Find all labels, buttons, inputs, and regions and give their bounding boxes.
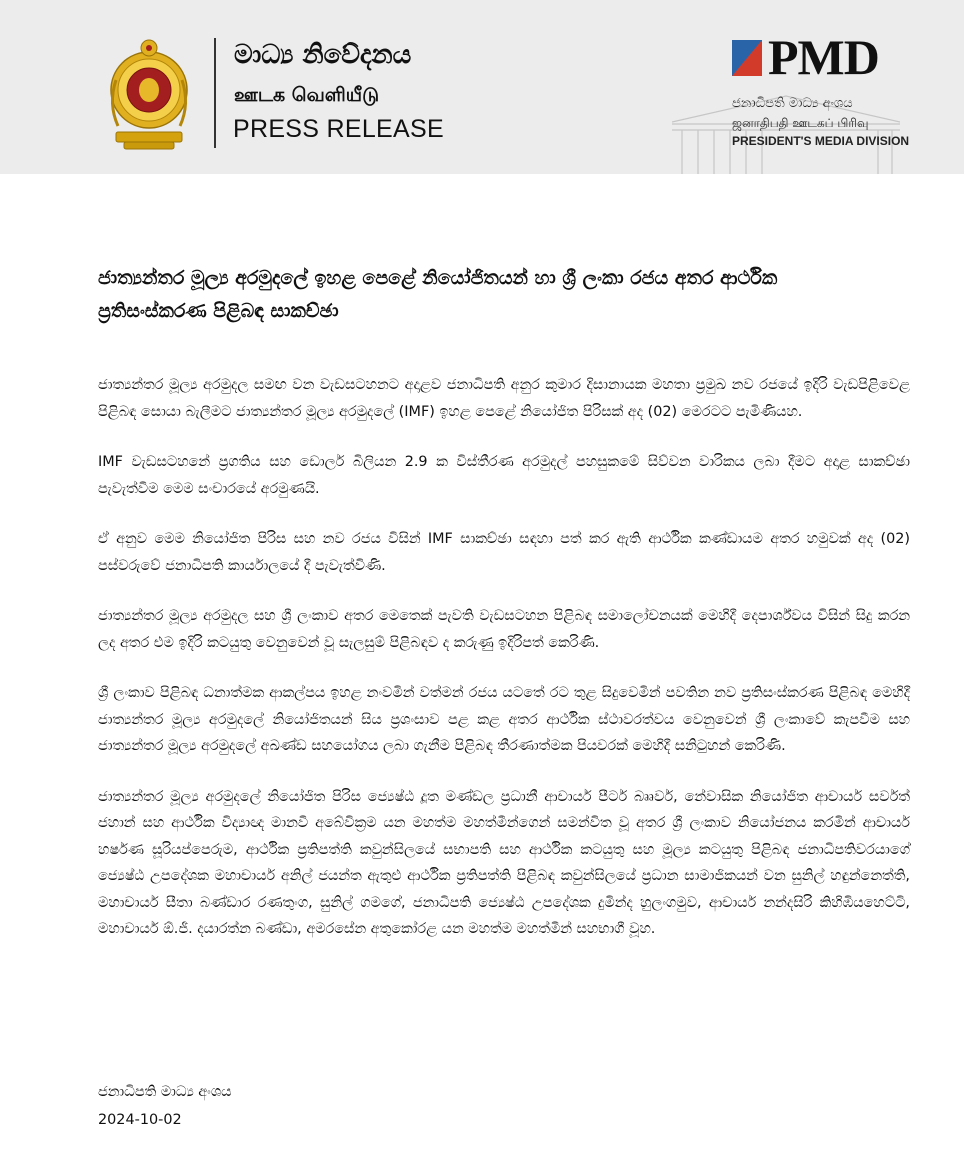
body-paragraph-1: ජාත්‍යන්තර මූල්‍ය අරමුදල සමඟ වන වැඩසටහනට අදාළව ජනාධිපති අනුර කුමාර දිසානායක මහතා ප්‍රමුඛ නව රජයේ ඉදිරි වැඩපිළිවෙළ පිළිබඳ සොයා බැලීමට ජාත්‍යන්තර මූල්‍ය අරමුදලේ (IMF) ඉහළ පෙළේ නියෝජිත පිරිසක් අද (02) මෙරටට පැමිණියහ. [98,377,910,420]
signature-block [98,1078,231,1134]
press-release-english: PRESS RELEASE [233,115,444,143]
press-release-sinhala: මාධ්‍ය නිවේදනය [234,40,412,70]
signature-org: ජනාධිපති මාධ්‍ය අංශය [98,1084,232,1100]
letterhead [0,0,964,174]
body-paragraph-6: ජාත්‍යන්තර මූල්‍ය අරමුදලේ නියෝජිත පිරිස ජ්‍යෙෂ්ඨ දූත මණ්ඩල ප්‍රධානී ආචාර්ය පීටර් බෲවර්, නේවාසික නියෝජිත ආචාර්ය සර්වත් ජහාන් සහ ආර්ථික විද්‍යාඥ මානවී අබේවික්‍රම යන මහත්ම මහත්මීන්ගෙන් සමන්විත වූ අතර ශ්‍රී ලංකාව නියෝජනය කරමින් ආචාර්ය හර්ෂණ සූරියප්පෙරුම, ආර්ථික ප්‍රතිපත්ති කවුන්සිලයේ සභාපති සහ ආර්ථික කටයුතු සහ මූල්‍ය කටයුතු පිළිබඳ ජනාධිපතිවරයාගේ ජ්‍යෙෂ්ඨ උපදේශක මහාචාර්ය අනිල් ජයන්ත ඇතුළු ආර්ථික ප්‍රතිපත්ති පිළිබඳ කවුන්සිලයේ ප්‍රධාන සාමාජිකයන් වන සුනිල් හඳුන්නෙත්ති, මහාචාර්ය සීතා බණ්ඩාර රණතුංග, සුනිල් ගමගේ, ජනාධිපති ජ්‍යෙෂ්ඨ උපදේශක දුමින්ද හුලංගමුව, ආචාර්ය නන්දසිරි කිහිඹියහෙට්ටි, මහාචාර්ය ඕ.ජී. දයාරත්න බණ්ඩා, අමරසේන අතුකෝරළ යන මහත්ම මහත්මීන් සහභාගී වූහ. [98,788,910,937]
national-emblem-icon [106,34,192,152]
pmd-logo-text: PMD [768,29,879,85]
body-paragraph-5: ශ්‍රී ලංකාව පිළිබඳ ධනාත්මක ආකල්පය ඉහළ නංවමින් වත්මන් රජය යටතේ රට තුළ සිදුවෙමින් පවතින නව ප්‍රතිසංස්කරණ පිළිබඳ මෙහිදී ජාත්‍යන්තර මූල්‍ය අරමුදලේ නියෝජිතයන් සිය ප්‍රශංසාව පළ කළ අතර ආර්ථික ස්ථාවරත්වය වෙනුවෙන් ශ්‍රී ලංකාවේ කැපවීම සහ ජාත්‍යන්තර මූල්‍ය අරමුදලේ අඛණ්ඩ සහයෝගය ලබා ගැනීම පිළිබඳ තීරණාත්මක පියවරක් මෙහිදී සනිටුහන් කෙරිණි. [98,685,910,754]
pmd-name-sinhala: ජනාධිපති මාධ්‍ය අංශය [732,96,853,111]
pmd-logo-mark-icon [732,40,762,76]
pmd-name-english: PRESIDENT'S MEDIA DIVISION [732,134,910,148]
pmd-name-tamil: ஜனாதிபதி ஊடகப் பிரிவு [732,116,869,130]
press-release-title: ජාත්‍යන්තර මූල්‍ය අරමුදලේ ඉහළ පෙළේ නියෝජිතයන් හා ශ්‍රී ලංකා රජය අතර ආර්ථික ප්‍රතිසංස්කරණ පිළිබඳ සාකච්ඡා [98,267,778,322]
press-release-tamil: ஊடக வெளியீடு [234,84,380,106]
body-paragraph-2: IMF වැඩසටහනේ ප්‍රගතිය සහ ඩොලර් බිලියන 2.9 ක විස්තීරණ අරමුදල් පහසුකමේ සිව්වන වාරිකය ලබා දීමට අදාළ සාකච්ඡා පැවැත්වීම මෙම සංචාරයේ අරමුණයි. [98,454,910,497]
signature-date: 2024-10-02 [98,1112,182,1128]
body-paragraph-4: ජාත්‍යන්තර මූල්‍ය අරමුදල සහ ශ්‍රී ලංකාව අතර මෙතෙක් පැවති වැඩසටහන පිළිබඳ සමාලෝචනයක් මෙහිදී දෙපාර්ශ්වය විසින් සිදු කරන ලද අතර එම ඉදිරි කටයුතු වෙනුවෙන් වූ සැලසුම් පිළිබඳව ද කරුණු ඉදිරිපත් කෙරිණි. [98,608,910,651]
press-release-body [98,372,910,967]
header-divider [214,38,216,148]
body-paragraph-3: ඒ අනුව මෙම නියෝජිත පිරිස සහ නව රජය විසින් IMF සාකච්ඡා සඳහා පත් කර ඇති ආර්ථික කණ්ඩායම අතර හමුවක් අද (02) පස්වරුවේ ජනාධිපති කාර්යාලයේ දී පැවැත්විණි. [98,531,910,574]
